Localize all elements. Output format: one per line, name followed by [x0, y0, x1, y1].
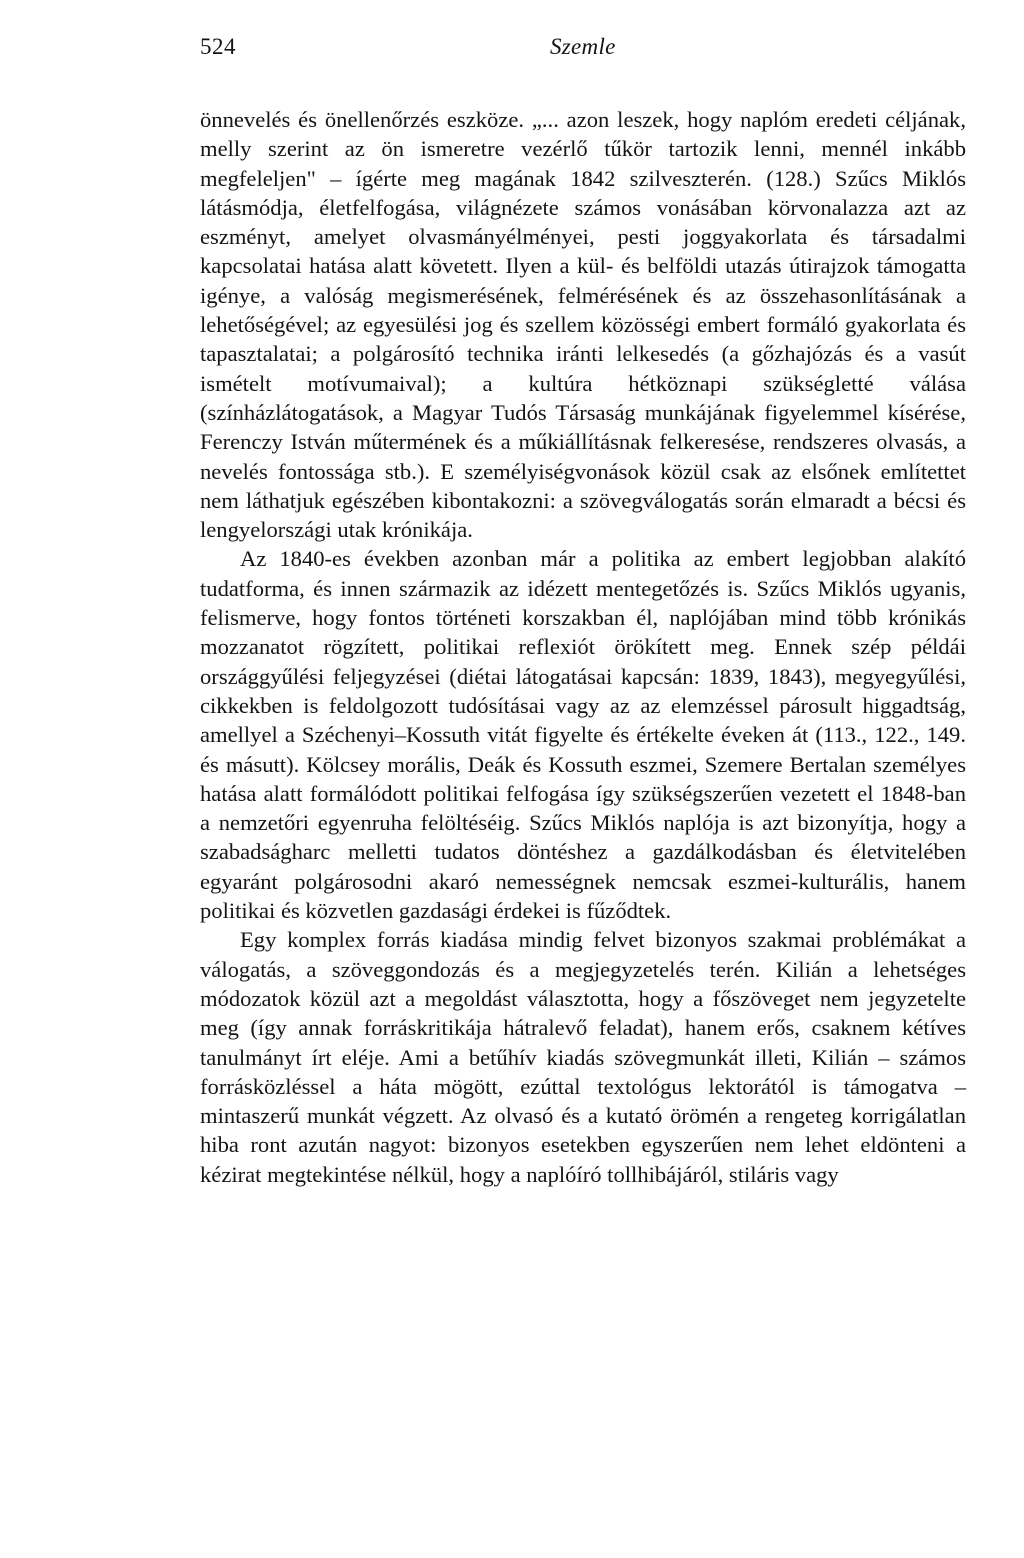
page-header	[200, 34, 970, 74]
running-title: Szemle	[550, 34, 616, 59]
paragraph: Egy komplex forrás kiadása mindig felvet bizonyos szakmai problémákat a válogatás, a szöveggondozás és a megjegyzetelés terén. Kilián a lehetséges módozatok közül azt a megoldást választotta, hogy a főszöveget nem jegyzetelte meg (így annak forráskritikája hátralevő feladat), hanem erős, csaknem kétíves tanulmányt írt eléje. Ami a betűhív kiadás szövegmunkát illeti, Kilián – számos forrásközléssel a háta mögött, ezúttal textológus lektorától is támogatva – mintaszerű munkát végzett. Az olvasó és a kutató örömén a rengeteg korrigálatlan hiba ront azután nagyot: bizonyos esetekben egyszerűen nem lehet eldönteni a kézirat megtekintése nélkül, hogy a naplóíró tollhibájáról, stiláris vagy	[200, 927, 966, 1187]
paragraph-continued: önnevelés és önellenőrzés eszköze. „... azon leszek, hogy naplóm eredeti céljának, melly szerint az ön ismeretre vezérlő tűkör tartozik lenni, mennél inkább megfeleljen" – ígérte meg magának 1842 szilveszterén. (128.) Szűcs Miklós látásmódja, életfelfogása, világnézete számos vonásában körvonalazza azt az eszményt, amelyet olvasmányélményei, pesti joggyakorlata és társadalmi kapcsolatai hatása alatt követett. Ilyen a kül- és belföldi utazás útirajzok támogatta igénye, a valóság megismerésének, felmérésének és az összehasonlításának a lehetőségével; az egyesülési jog és szellem közösségi embert formáló gyakorlata és tapasztalatai; a polgárosító technika iránti lelkesedés (a gőzhajózás és a vasút ismételt motívumaival); a kultúra hétköznapi szükségletté válása (színházlátogatások, a Magyar Tudós Társaság munkájának figyelemmel kísérése, Ferenczy István műtermének és a műkiállításnak felkeresése, rendszeres olvasás, a nevelés fontossága stb.). E személyiségvonások közül csak az elsőnek említettet nem láthatjuk egészében kibontakozni: a szövegválogatás során elmaradt a bécsi és lengyelországi utak krónikája.	[200, 107, 966, 543]
paragraph: Az 1840-es években azonban már a politika az embert legjobban alakító tudatforma, és innen származik az idézett mentegetőzés is. Szűcs Miklós ugyanis, felismerve, hogy fontos történeti korszakban él, naplójában mind több krónikás mozzanatot rögzített, politikai reflexiót örökített meg. Ennek szép példái országgyűlési feljegyzései (diétai látogatásai kapcsán: 1839, 1843), megyegyűlési, cikkekben is feldolgozott tudósításai vagy az az elemzéssel párosult higgadtság, amellyel a Széchenyi–Kossuth vitát figyelte és értékelte éveken át (113., 122., 149. és másutt). Kölcsey morális, Deák és Kossuth eszmei, Szemere Bertalan személyes hatása alatt formálódott politikai felfogása így szükségszerűen vezetett el 1848-ban a nemzetőri egyenruha felöltéséig. Szűcs Miklós naplója is azt bizonyítja, hogy a szabadságharc melletti tudatos döntéshez a gazdálkodásban és életvitelében egyaránt polgárosodni akaró nemességnek nemcsak eszmei-kulturális, hanem politikai és közvetlen gazdasági érdekei is fűződtek.	[200, 546, 966, 924]
page-number: 524	[200, 34, 236, 59]
article-body	[200, 105, 966, 1189]
